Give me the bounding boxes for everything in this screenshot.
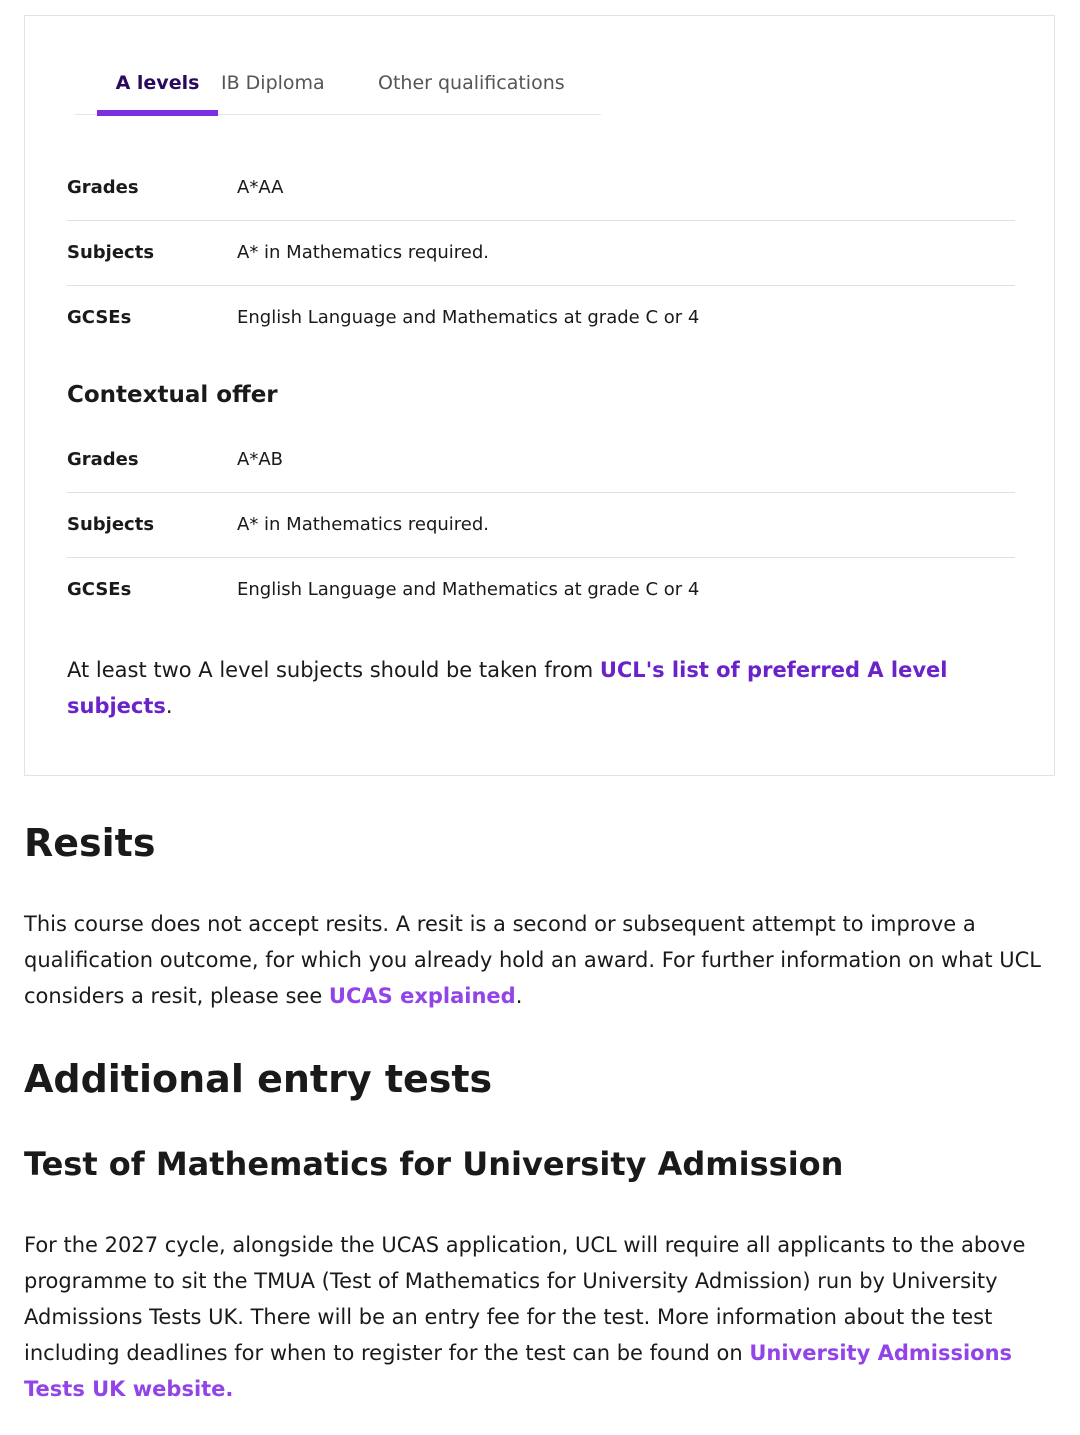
tmua-heading: Test of Mathematics for University Admission — [24, 1145, 844, 1183]
resits-paragraph — [24, 906, 1054, 1014]
ucas-explained-link[interactable]: UCAS explained — [328, 984, 516, 1008]
qualification-tabs — [75, 68, 601, 115]
preferred-subjects-suffix: . — [165, 694, 173, 718]
requirement-value: A* in Mathematics required. — [237, 514, 490, 535]
table-row — [67, 156, 1015, 221]
resits-suffix: . — [515, 984, 523, 1008]
requirement-value: A*AB — [237, 449, 283, 470]
requirement-label: GCSEs — [67, 579, 132, 600]
requirement-label: Subjects — [67, 514, 155, 535]
preferred-subjects-link[interactable]: UCL's list of preferred A level subjects — [67, 658, 948, 718]
standard-offer-table — [67, 156, 1015, 350]
tab-other-qualifications-label: Other qualifications — [378, 72, 565, 94]
tab-a-levels-label: A levels — [115, 72, 200, 94]
requirement-value: English Language and Mathematics at grade C or 4 — [237, 579, 700, 600]
preferred-subjects-note — [67, 652, 987, 724]
contextual-offer-heading: Contextual offer — [67, 382, 278, 408]
resits-heading: Resits — [24, 821, 156, 865]
tab-ib-diploma[interactable] — [221, 68, 325, 114]
resits-text: This course does not accept resits. A resit is a second or subsequent attempt to improve a qualification outcome, for which you already hold an award. For further information on what UCL considers a resit, please see — [24, 912, 1042, 1008]
preferred-subjects-text: At least two A level subjects should be taken from — [67, 658, 600, 682]
entry-requirements-card — [24, 15, 1055, 776]
table-row — [67, 558, 1015, 622]
requirement-value: A*AA — [237, 177, 284, 198]
tab-other-qualifications[interactable] — [378, 68, 565, 114]
tmua-text: For the 2027 cycle, alongside the UCAS application, UCL will require all applicants to the above programme to sit the TMUA (Test of Mathematics for University Admission) run by University Admissions Tests UK. There will be an entry fee for the test. More information about the test including deadlines for when to register for the test can be found on — [24, 1233, 1026, 1365]
table-row — [67, 493, 1015, 558]
table-row — [67, 221, 1015, 286]
contextual-offer-table — [67, 428, 1015, 622]
requirement-value: A* in Mathematics required. — [237, 242, 490, 263]
entry-tests-heading: Additional entry tests — [24, 1057, 493, 1101]
tab-a-levels[interactable] — [97, 68, 218, 114]
requirement-label: Grades — [67, 449, 139, 470]
tab-ib-diploma-label: IB Diploma — [221, 72, 325, 94]
table-row — [67, 428, 1015, 493]
requirement-label: Grades — [67, 177, 139, 198]
tmua-paragraph — [24, 1227, 1054, 1407]
requirement-label: GCSEs — [67, 307, 132, 328]
table-row — [67, 286, 1015, 350]
active-tab-indicator — [97, 110, 218, 116]
requirement-label: Subjects — [67, 242, 155, 263]
requirement-value: English Language and Mathematics at grade C or 4 — [237, 307, 700, 328]
admissions-tests-link[interactable]: University Admissions Tests UK website. — [24, 1341, 1013, 1401]
